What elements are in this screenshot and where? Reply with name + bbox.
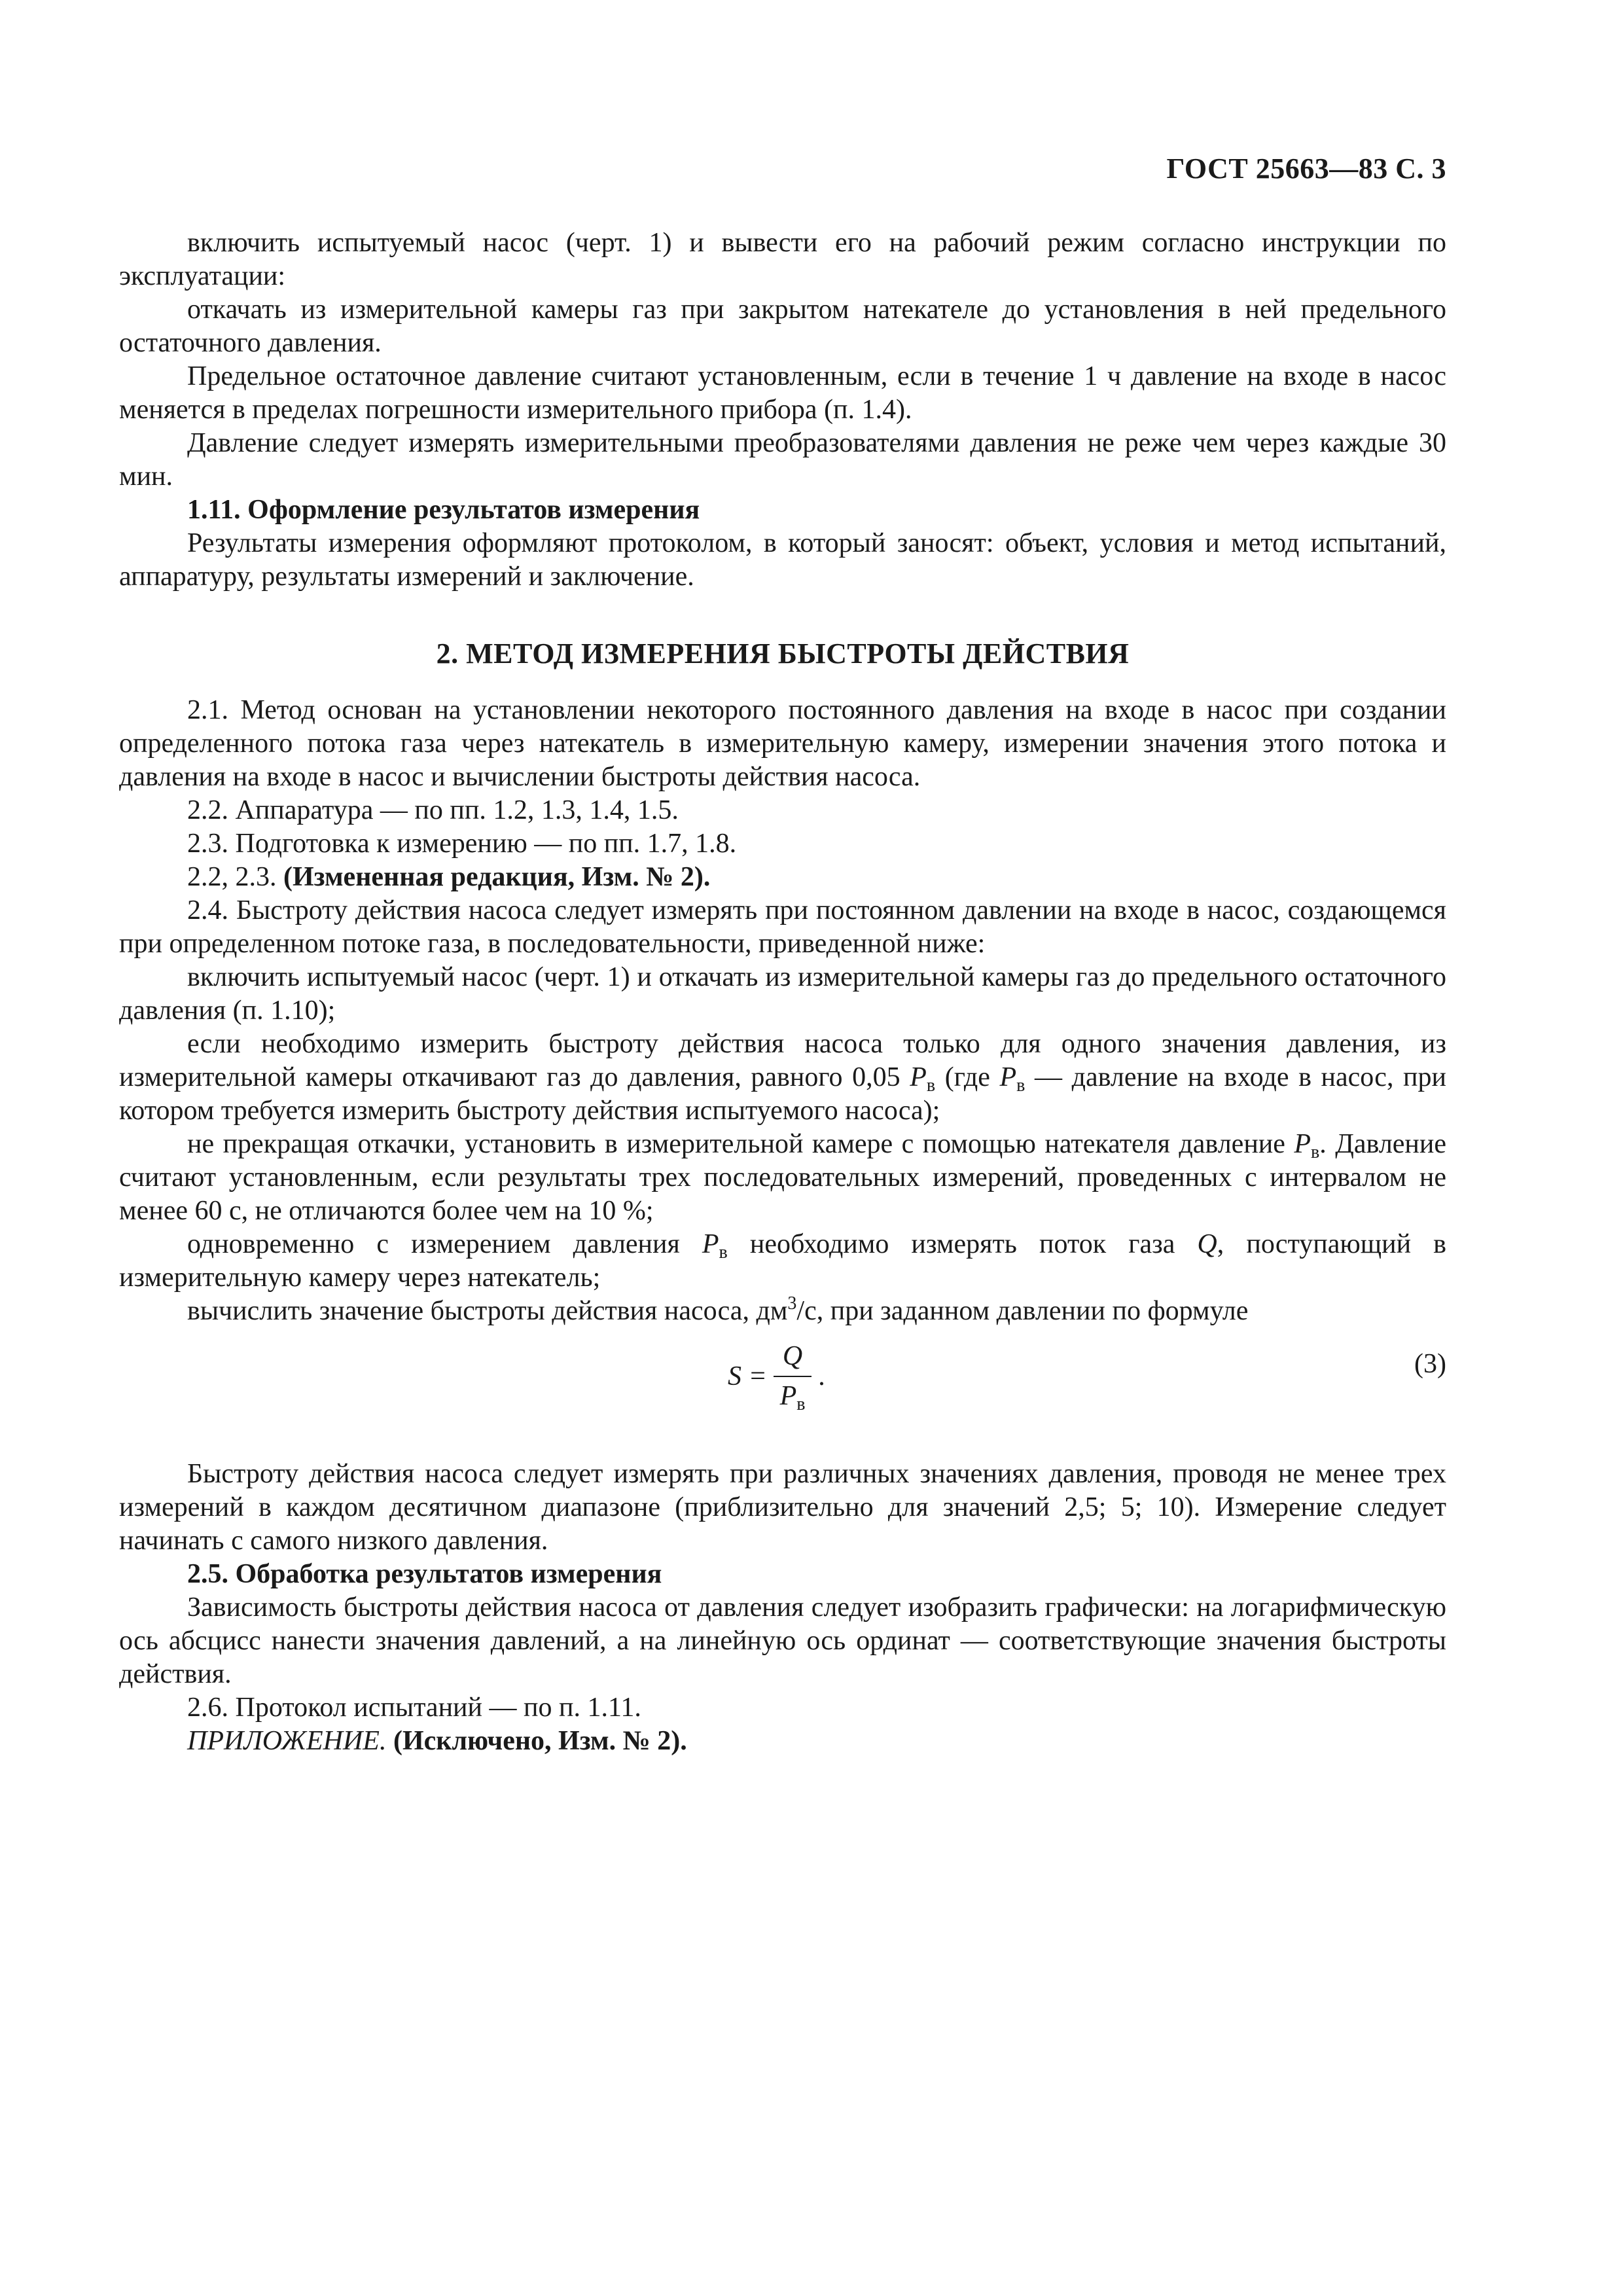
paragraph: Результаты измерения оформляют протоколом, в который заносят: объект, условия и метод испытаний, аппаратуру, результаты измерений и заключение. <box>119 528 1446 592</box>
paragraph-2-6: 2.6. Протокол испытаний — по п. 1.11. <box>187 1693 641 1723</box>
fraction: $\frac{Q}{P_в}$ <box>774 1340 812 1413</box>
section-title: 2. МЕТОД ИЗМЕРЕНИЯ БЫСТРОТЫ ДЕЙСТВИЯ <box>436 637 1130 670</box>
paragraph: откачать из измерительной камеры газ при закрытом натекателе до установления в ней предельного остаточного давления. <box>119 295 1446 358</box>
document-body <box>119 151 1446 1758</box>
paragraph: вычислить значение быстроты действия насоса, $дм^3/с$, при заданном давлении по формуле <box>187 1293 1249 1326</box>
page-header: ГОСТ 25663—83 С. 3 <box>1166 152 1446 185</box>
paragraph: Зависимость быстроты действия насоса от давления следует изобразить графически: на логарифмическую ось абсцисс нанести значения давлений, а на линейную ось ординат — соответствующие значения быстроты действия. <box>119 1592 1446 1689</box>
paragraph: Давление следует измерять измерительными преобразователями давления не реже чем через каждые 30 мин. <box>119 428 1446 492</box>
paragraph-2-1: 2.1. Метод основан на установлении некоторого постоянного давления на входе в насос при создании определенного потока газа через натекатель в измерительную камеру, измерении значения этого потока и давления на входе в насос и вычислении быстроты действия насоса. <box>119 695 1446 792</box>
paragraph: включить испытуемый насос (черт. 1) и вывести его на рабочий режим согласно инструкции по эксплуатации: <box>119 228 1446 291</box>
paragraph: одновременно с измерением давления $P_в$ необходимо измерять поток газа Q, поступающий в измерительную камеру через натекатель; <box>119 1229 1446 1293</box>
paragraph: Быстроту действия насоса следует измерять при различных значениях давления, проводя не менее трех измерений в каждом десятичном диапазоне (приблизительно для значений 2,5; 5; 10). Измерение следует начинать с самого низкого давления. <box>119 1459 1446 1556</box>
formula-block <box>119 1340 1446 1439</box>
appendix-note: ПРИЛОЖЕНИЕ. (Исключено, Изм. № 2). <box>187 1726 687 1756</box>
formula: S = $\frac{Q}{P_в}$ . <box>728 1341 825 1414</box>
paragraph-2-2: 2.2. Аппаратура — по пп. 1.2, 1.3, 1.4, 1.5. <box>187 795 679 825</box>
paragraph: Предельное остаточное давление считают установленным, если в течение 1 ч давление на входе в насос меняется в пределах погрешности измерительного прибора (п. 1.4). <box>119 361 1446 425</box>
amendment-note: 2.2, 2.3. (Измененная редакция, Изм. № 2). <box>187 862 711 892</box>
equation-number: (3) <box>1414 1349 1446 1379</box>
paragraph-2-4: 2.4. Быстроту действия насоса следует измерять при постоянном давлении на входе в насос, создающемся при определенном потоке газа, в последовательности, приведенной ниже: <box>119 895 1446 959</box>
paragraph: если необходимо измерить быстроту действия насоса только для одного значения давления, из измерительной камеры откачивают газ до давления, равного 0,05 $P_в$ (где $P_в$ — давление на входе в насос, при котором требуется измерить быстроту действия испытуемого насоса); <box>119 1029 1447 1126</box>
paragraph: включить испытуемый насос (черт. 1) и откачать из измерительной камеры газ до предельного остаточного давления (п. 1.10); <box>119 962 1446 1026</box>
paragraph: не прекращая откачки, установить в измерительной камере с помощью натекателя давление $P_в$. Давление считают установленным, если результаты трех последовательных измерений, проведенных с интервалом не менее 60 с, не отличаются более чем на 10 %; <box>119 1129 1447 1226</box>
subsection-heading-1-11: 1.11. Оформление результатов измерения <box>187 495 700 525</box>
paragraph-2-3: 2.3. Подготовка к измерению — по пп. 1.7, 1.8. <box>187 829 737 859</box>
subsection-heading-2-5: 2.5. Обработка результатов измерения <box>187 1559 662 1589</box>
